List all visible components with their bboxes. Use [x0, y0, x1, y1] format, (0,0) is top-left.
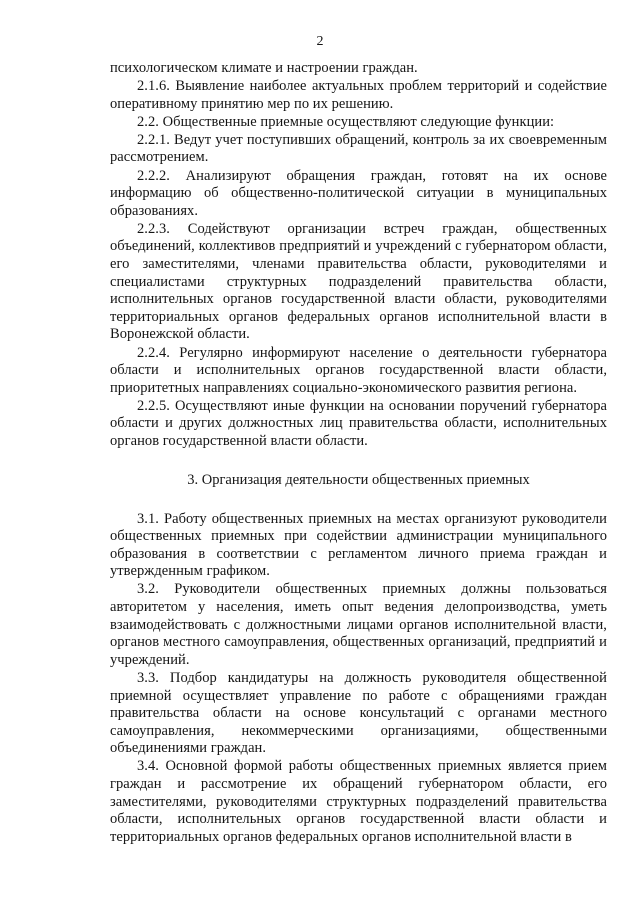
- paragraph-2-2: 2.2. Общественные приемные осуществляют следующие функции:: [137, 113, 555, 130]
- paragraph-3-3: 3.3. Подбор кандидатуры на должность руководителя общественной приемной осуществляет управление по работе с обращениями граждан правительства области на основе консультаций с органами местного самоуправления, некоммерческими организациями, общественными объединениями граждан.: [110, 669, 607, 757]
- paragraph-2-1-6: 2.1.6. Выявление наиболее актуальных проблем территорий и содействие оперативному принятию мер по их решению.: [110, 78, 607, 112]
- paragraph-2-2-5: 2.2.5. Осуществляют иные функции на основании поручений губернатора области и других должностных лиц правительства области, исполнительных органов государственной власти области.: [110, 397, 607, 449]
- paragraph-2-2-1: 2.2.1. Ведут учет поступивших обращений, контроль за их своевременным рассмотрением.: [110, 131, 607, 166]
- paragraph-continuation: психологическом климате и настроении граждан.: [110, 60, 418, 76]
- page-number: 2: [316, 34, 324, 49]
- section-heading: 3. Организация деятельности общественных приемных: [187, 471, 530, 488]
- paragraph-2-2-2: 2.2.2. Анализируют обращения граждан, готовят на их основе информацию об общественно-политической ситуации в муниципальных образованиях.: [110, 167, 607, 219]
- paragraph-3-1: 3.1. Работу общественных приемных на местах организуют руководители общественных приемных при содействии администрации муниципального образования в соответствии с регламентом личного приема граждан и утвержденным графиком.: [110, 510, 607, 580]
- paragraph-2-2-4: 2.2.4. Регулярно информируют население о деятельности губернатора области и исполнительных органов государственной власти области, приоритетных направлениях социально-экономического развития региона.: [110, 344, 607, 396]
- paragraph-2-2-3: 2.2.3. Содействуют организации встреч граждан, общественных объединений, коллективов предприятий и учреждений с губернатором области, его заместителями, членами правительства области, руководителями и специалистами структурных подразделений правительства области, исполнительных органов государственной власти области, руководителями территориальных органов федеральных органов исполнительной власти в Воронежской области.: [110, 220, 607, 343]
- paragraph-3-2: 3.2. Руководители общественных приемных должны пользоваться авторитетом у населения, иметь опыт ведения делопроизводства, уметь взаимодействовать с должностными лицами органов исполнительной власти, органов местного самоуправления, общественных организаций, предприятий и учреждений.: [110, 581, 607, 668]
- paragraph-3-4: 3.4. Основной формой работы общественных приемных является прием граждан и рассмотрение их обращений губернатором области, его заместителями, руководителями структурных подразделений правительства области, исполнительных органов государственной власти области и территориальных органов федеральных органов исполнительной власти в: [110, 758, 607, 845]
- document-body: [110, 60, 607, 846]
